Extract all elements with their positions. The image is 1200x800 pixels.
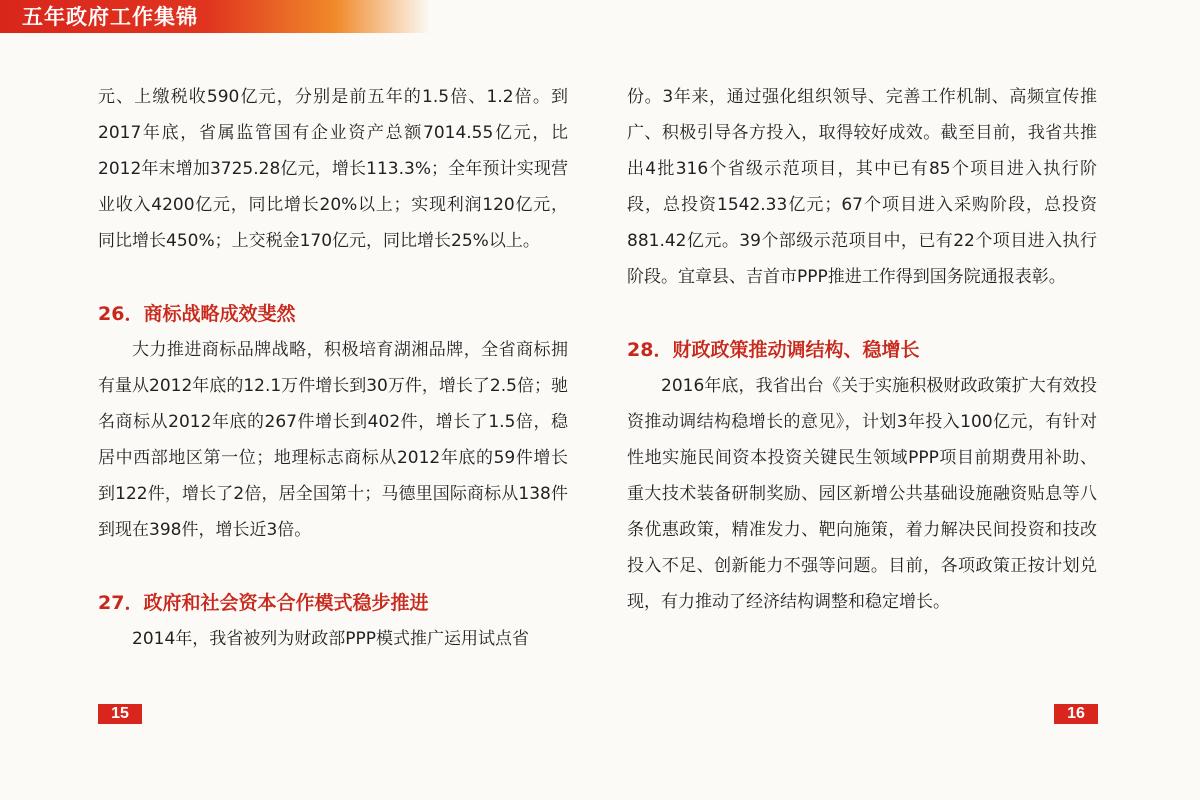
section-28-heading: 28．财政政策推动调结构、稳增长 — [627, 339, 920, 361]
section-26-heading: 26．商标战略成效斐然 — [98, 303, 296, 325]
left-page-column — [98, 79, 568, 657]
page-number-right: 16 — [1054, 704, 1098, 724]
section-spacer — [98, 259, 568, 296]
right-page-column — [627, 79, 1097, 620]
section-28-body: 2016年底，我省出台《关于实施积极财政政策扩大有效投资推动调结构稳增长的意见》，计划3年投入100亿元，有针对性地实施民间资本投资关键民生领域PPP项目前期费用补助、重大技术装备研制奖励、园区新增公共基础设施融资贴息等八条优惠政策，精准发力、靶向施策，着力解决民间投资和技改投入不足、创新能力不强等问题。目前，各项政策正按计划兑现，有力推动了经济结构调整和稳定增长。 — [627, 376, 1097, 612]
section-27-heading: 27．政府和社会资本合作模式稳步推进 — [98, 592, 429, 614]
header-banner — [0, 0, 430, 33]
left-intro-paragraph: 元、上缴税收590亿元，分别是前五年的1.5倍、1.2倍。到2017年底，省属监管国有企业资产总额7014.55亿元，比2012年末增加3725.28亿元，增长113.3%；全年预计实现营业收入4200亿元，同比增长20%以上；实现利润120亿元，同比增长450%；上交税金170亿元，同比增长25%以上。 — [98, 87, 568, 251]
right-continuation-paragraph: 份。3年来，通过强化组织领导、完善工作机制、高频宣传推广、积极引导各方投入，取得较好成效。截至目前，我省共推出4批316个省级示范项目，其中已有85个项目进入执行阶段，总投资1542.33亿元；67个项目进入采购阶段，总投资881.42亿元。39个部级示范项目中，已有22个项目进入执行阶段。宜章县、吉首市PPP推进工作得到国务院通报表彰。 — [627, 87, 1097, 287]
section-spacer — [627, 295, 1097, 332]
section-27-body: 2014年，我省被列为财政部PPP模式推广运用试点省 — [132, 629, 530, 649]
section-26-body: 大力推进商标品牌战略，积极培育湖湘品牌，全省商标拥有量从2012年底的12.1万件增长到30万件，增长了2.5倍；驰名商标从2012年底的267件增长到402件，增长了1.5倍，稳居中西部地区第一位；地理标志商标从2012年底的59件增长到122件，增长了2倍，居全国第十；马德里国际商标从138件到现在398件，增长近3倍。 — [98, 340, 568, 540]
page-number-left: 15 — [98, 704, 142, 724]
header-title: 五年政府工作集锦 — [22, 5, 198, 29]
section-spacer — [98, 548, 568, 585]
